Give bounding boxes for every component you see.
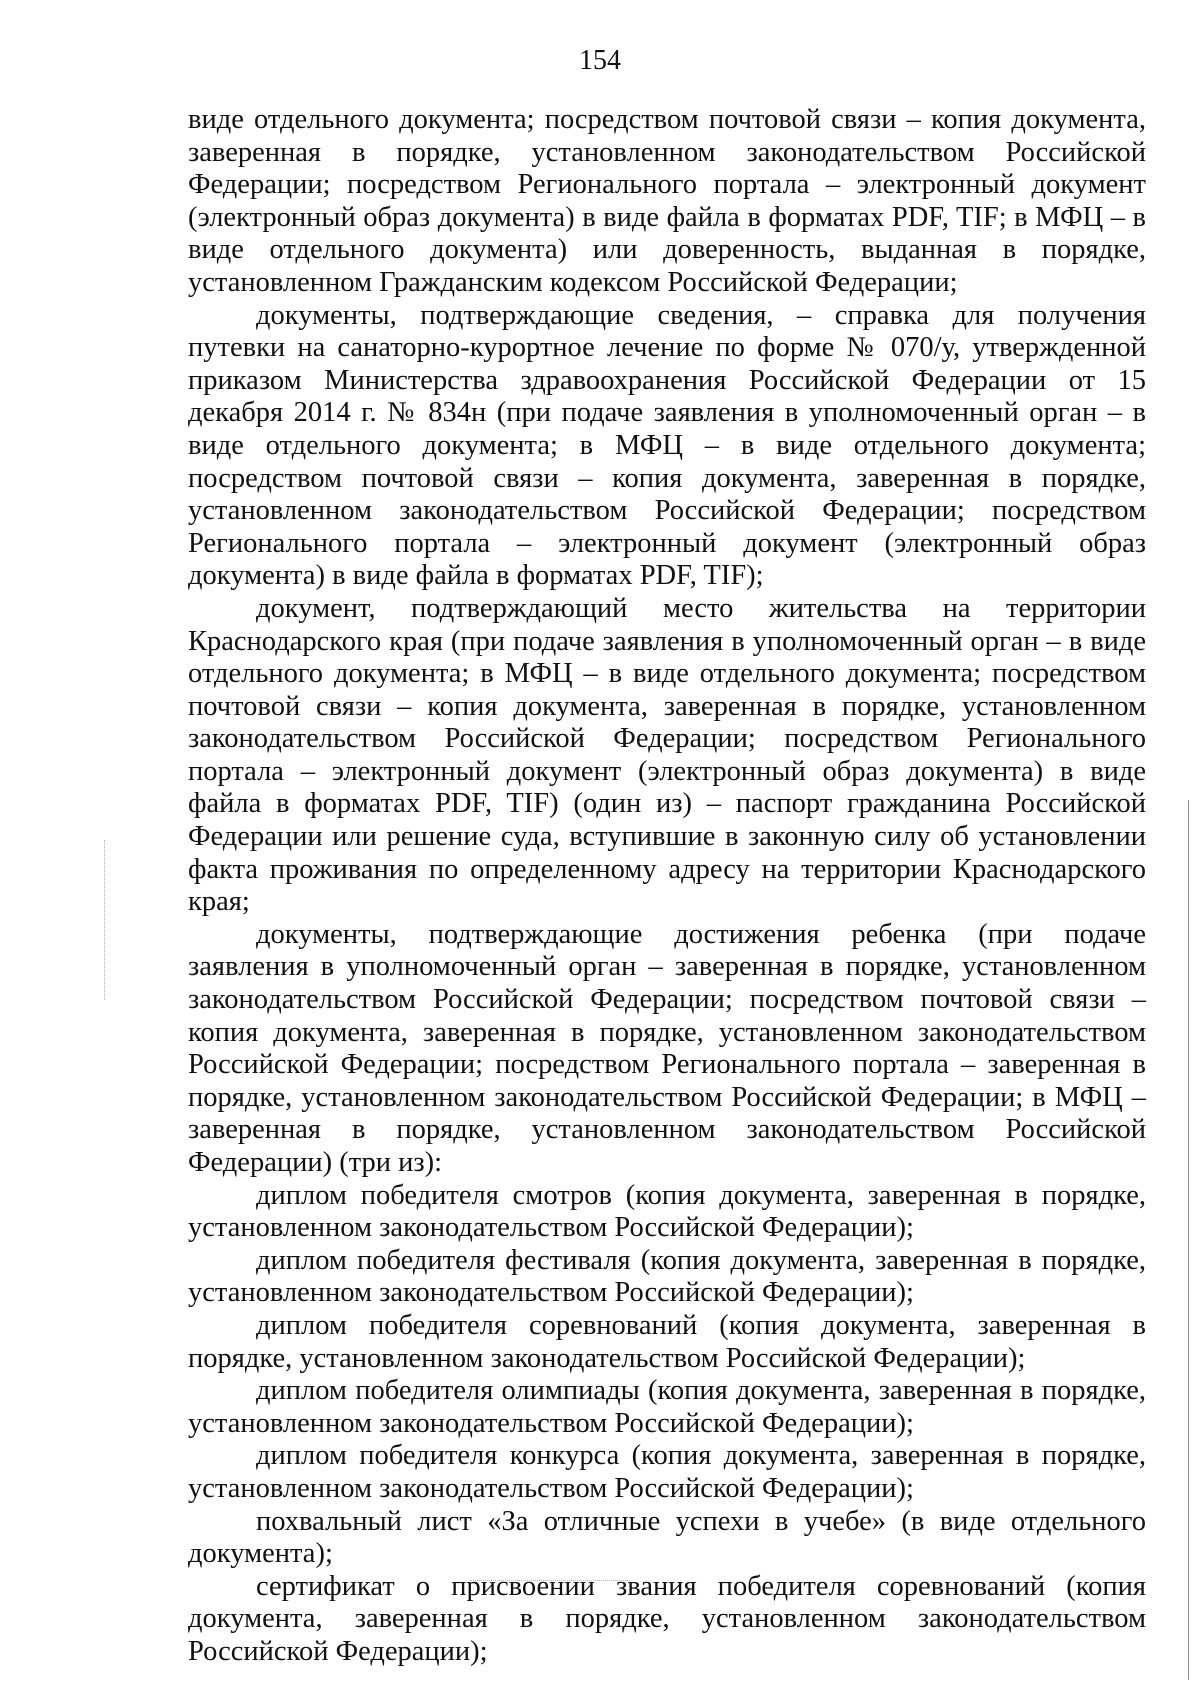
list-item-diploma-festival: диплом победителя фестиваля (копия документа, заверенная в порядке, установленном законодательством Российской Федерации); xyxy=(188,1244,1146,1309)
list-item-diploma-contest: диплом победителя конкурса (копия документа, заверенная в порядке, установленном законодательством Российской Федерации); xyxy=(188,1440,1146,1504)
document-body xyxy=(188,104,1146,1669)
paragraph-residence-document: документ, подтверждающий место жительства на территории Краснодарского края (при подаче заявления в уполномоченный орган – в виде отдельного документа; в МФЦ – в виде отдельного документа; посредством почтовой связи – копия документа, заверенная в порядке, установленном законодательством Российской Федерации; посредством Регионального портала – электронный документ (электронный образ документа) в виде файла в форматах PDF, TIF) (один из) – паспорт гражданина Российской Федерации или решение суда, вступившие в законную силу об установлении факта проживания по определенному адресу на территории Краснодарского края; xyxy=(188,592,1146,918)
list-item-diploma-olympiad: диплом победителя олимпиады (копия документа, заверенная в порядке, установленном законодательством Российской Федерации); xyxy=(188,1375,1146,1439)
page-number: 154 xyxy=(579,45,621,76)
paragraph-continuation: виде отдельного документа; посредством почтовой связи – копия документа, заверенная в порядке, установленном законодательством Российской Федерации; посредством Регионального портала – электронный документ (электронный образ документа) в виде файла в форматах PDF, TIF; в МФЦ – в виде отдельного документа) или доверенность, выданная в порядке, установленном Гражданским кодексом Российской Федерации; xyxy=(188,104,1146,298)
scan-edge-line xyxy=(1188,800,1189,1680)
scan-noise xyxy=(470,1580,630,1599)
paragraph-achievements: документы, подтверждающие достижения ребенка (при подаче заявления в уполномоченный орган – заверенная в порядке, установленном законодательством Российской Федерации; посредством почтовой связи – копия документа, заверенная в порядке, установленном законодательством Российской Федерации; посредством Регионального портала – заверенная в порядке, установленном законодательством Российской Федерации; в МФЦ – заверенная в порядке, установленном законодательством Российской Федерации) (три из): xyxy=(188,918,1146,1178)
list-item-certificate-of-merit: похвальный лист «За отличные успехи в учебе» (в виде отдельного документа); xyxy=(188,1505,1146,1570)
list-item-diploma-competitions: диплом победителя соревнований (копия документа, заверенная в порядке, установленном законодательством Российской Федерации); xyxy=(188,1309,1146,1374)
list-item-winner-certificate: сертификат о присвоении звания победителя соревнований (копия документа, заверенная в порядке, установленном законодательством Российской Федерации); xyxy=(188,1570,1146,1667)
scan-speckle xyxy=(104,840,107,1000)
list-item-diploma-reviews: диплом победителя смотров (копия документа, заверенная в порядке, установленном законодательством Российской Федерации); xyxy=(188,1179,1146,1244)
paragraph-health-certificate: документы, подтверждающие сведения, – справка для получения путевки на санаторно-курортное лечение по форме № 070/у, утвержденной приказом Министерства здравоохранения Российской Федерации от 15 декабря 2014 г. № 834н (при подаче заявления в уполномоченный орган – в виде отдельного документа; в МФЦ – в виде отдельного документа; посредством почтовой связи – копия документа, заверенная в порядке, установленном законодательством Российской Федерации; посредством Регионального портала – электронный документ (электронный образ документа) в виде файла в форматах PDF, TIF); xyxy=(188,299,1146,592)
